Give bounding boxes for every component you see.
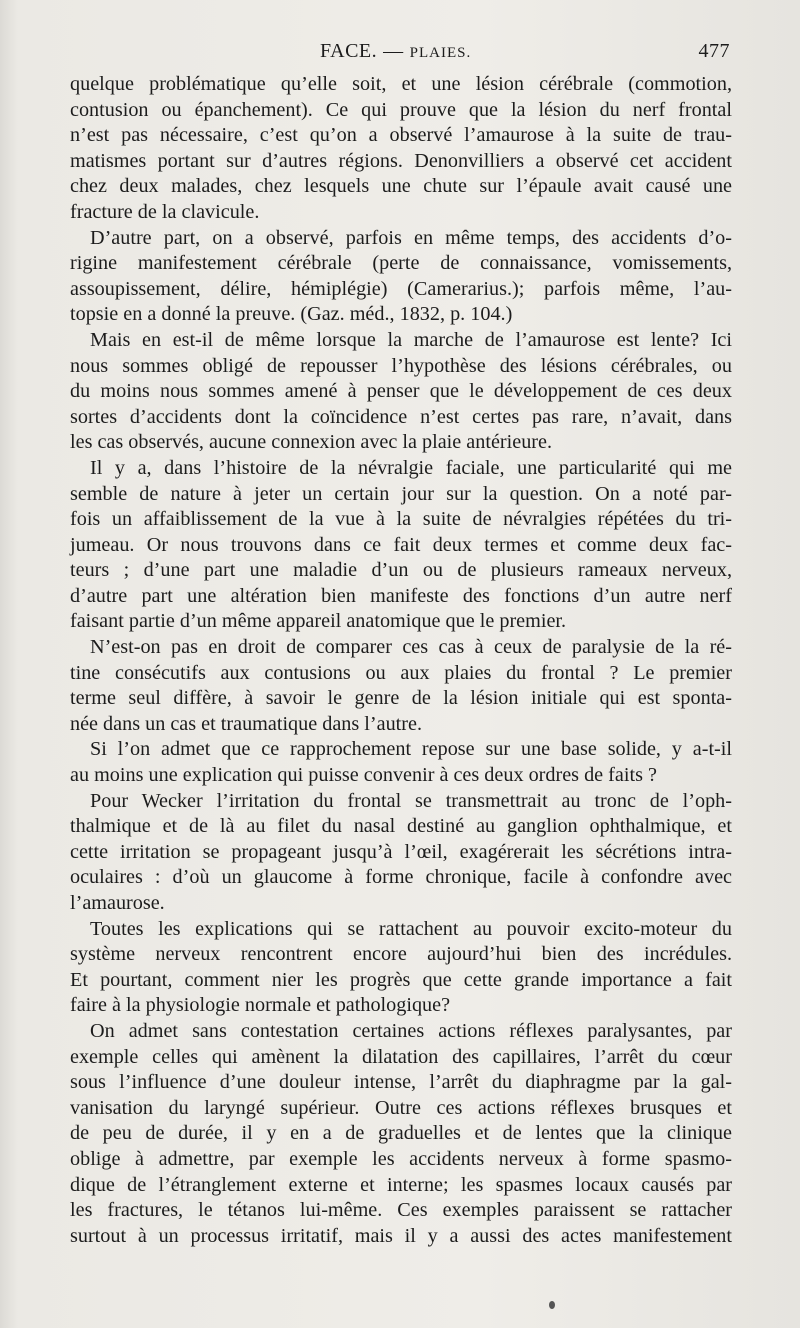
body-text [70,72,732,1249]
text-line: Si l’on admet que ce rapprochement repose sur une base solide, y a-t-il [90,738,732,761]
text-line: contusion ou épanchement). Ce qui prouve que la lésion du nerf frontal [70,98,732,121]
text-line: thalmique et de là au filet du nasal destiné au ganglion ophthalmique, et [70,815,732,838]
text-line: topsie en a donné la preuve. (Gaz. méd., 1832, p. 104.) [70,303,513,326]
text-line: Et pourtant, comment nier les progrès que cette grande importance a fait [70,968,732,991]
ink-speck [549,1301,555,1309]
text-line: les cas observés, aucune connexion avec la plaie antérieure. [70,431,553,454]
text-line: jumeau. Or nous trouvons dans ce fait deux termes et comme deux fac- [70,533,732,556]
text-line: chez deux malades, chez lesquels une chute sur l’épaule avait causé une [70,175,732,198]
title-dash: — [383,40,404,62]
text-line: l’amaurose. [70,892,165,914]
text-line: nous sommes obligé de repousser l’hypothèse des lésions cérébrales, ou [70,354,732,377]
text-line: cette irritation se propageant jusqu’à l’œil, exagérerait les sécrétions intra- [70,840,732,863]
paragraph [70,328,732,456]
text-line: On admet sans contestation certaines actions réflexes paralysantes, par [90,1019,732,1042]
running-header [70,36,732,66]
text-line: tine consécutifs aux contusions ou aux plaies du frontal ? Le premier [70,661,732,684]
text-line: D’autre part, on a observé, parfois en même temps, des accidents d’o- [90,226,732,249]
text-line: matismes portant sur d’autres régions. Denonvilliers a observé cet accident [70,149,732,172]
text-line: n’est pas nécessaire, c’est qu’on a observé l’amaurose à la suite de trau- [70,124,732,147]
text-line: les fractures, le tétanos lui-même. Ces exemples paraissent se rattacher [70,1199,732,1222]
text-line: terme seul diffère, à savoir le genre de la lésion initiale qui est sponta- [70,687,732,710]
text-line: faisant partie d’un même appareil anatomique que le premier. [70,610,567,633]
text-line: oculaires : d’où un glaucome à forme chronique, facile à confondre avec [70,866,732,889]
paragraph [70,72,732,226]
text-line: née dans un cas et traumatique dans l’autre. [70,712,423,735]
text-line: d’autre part une altération bien manifeste des fonctions d’un autre nerf [70,584,732,607]
text-line: sortes d’accidents dont la coïncidence n’est certes pas rare, n’avait, dans [70,405,732,428]
text-line: semble de nature à jeter un certain jour sur la question. On a noté par- [70,482,732,505]
page-number: 477 [698,40,730,62]
running-title [320,40,471,63]
text-line: quelque problématique qu’elle soit, et une lésion cérébrale (commotion, [70,73,732,95]
text-line: assoupissement, délire, hémiplégie) (Camerarius.); parfois même, l’au- [70,277,732,300]
text-line: surtout à un processus irritatif, mais il y a aussi des actes manifestement [70,1224,732,1247]
text-line: rigine manifestement cérébrale (perte de connaissance, vomissements, [70,252,732,275]
text-line: sous l’influence d’une douleur intense, l’arrêt du diaphragme par la gal- [70,1071,732,1094]
paragraph [70,1019,732,1249]
title-sub: PLAIES. [409,45,472,61]
text-line: vanisation du laryngé supérieur. Outre ces actions réflexes brusques et [70,1096,732,1119]
paragraph [70,456,732,635]
title-main: FACE. [320,40,378,62]
text-line: système nerveux rencontrent encore aujourd’hui bien des incrédules. [70,943,732,966]
paragraph [70,917,732,1019]
text-line: teurs ; d’une part une maladie d’un ou de plusieurs rameaux nerveux, [70,559,732,582]
paragraph [70,226,732,328]
text-line: faire à la physiologie normale et pathologique? [70,994,451,1017]
paragraph [70,789,732,917]
text-line: du moins nous sommes amené à penser que le développement de ces deux [70,380,732,403]
text-line: N’est-on pas en droit de comparer ces cas à ceux de paralysie de la ré- [90,636,732,659]
text-line: oblige à admettre, par exemple les accidents nerveux à forme spasmo- [70,1147,732,1170]
text-line: exemple celles qui amènent la dilatation des capillaires, l’arrêt du cœur [70,1045,732,1068]
text-line: dique de l’étranglement externe et interne; les spasmes locaux causés par [70,1173,732,1196]
text-line: Pour Wecker l’irritation du frontal se transmettrait au tronc de l’oph- [90,789,732,812]
text-line: Toutes les explications qui se rattachent au pouvoir excito-moteur du [90,917,732,940]
text-line: au moins une explication qui puisse convenir à ces deux ordres de faits ? [70,764,657,787]
paragraph [70,635,732,737]
text-line: Mais en est-il de même lorsque la marche de l’amaurose est lente? Ici [90,328,732,351]
text-line: de peu de durée, il y en a de graduelles et de lentes que la clinique [70,1122,732,1145]
text-line: Il y a, dans l’histoire de la névralgie faciale, une particularité qui me [90,456,732,479]
text-line: fois un affaiblissement de la vue à la suite de névralgies répétées du tri- [70,508,732,531]
text-line: fracture de la clavicule. [70,200,260,223]
paragraph [70,737,732,788]
